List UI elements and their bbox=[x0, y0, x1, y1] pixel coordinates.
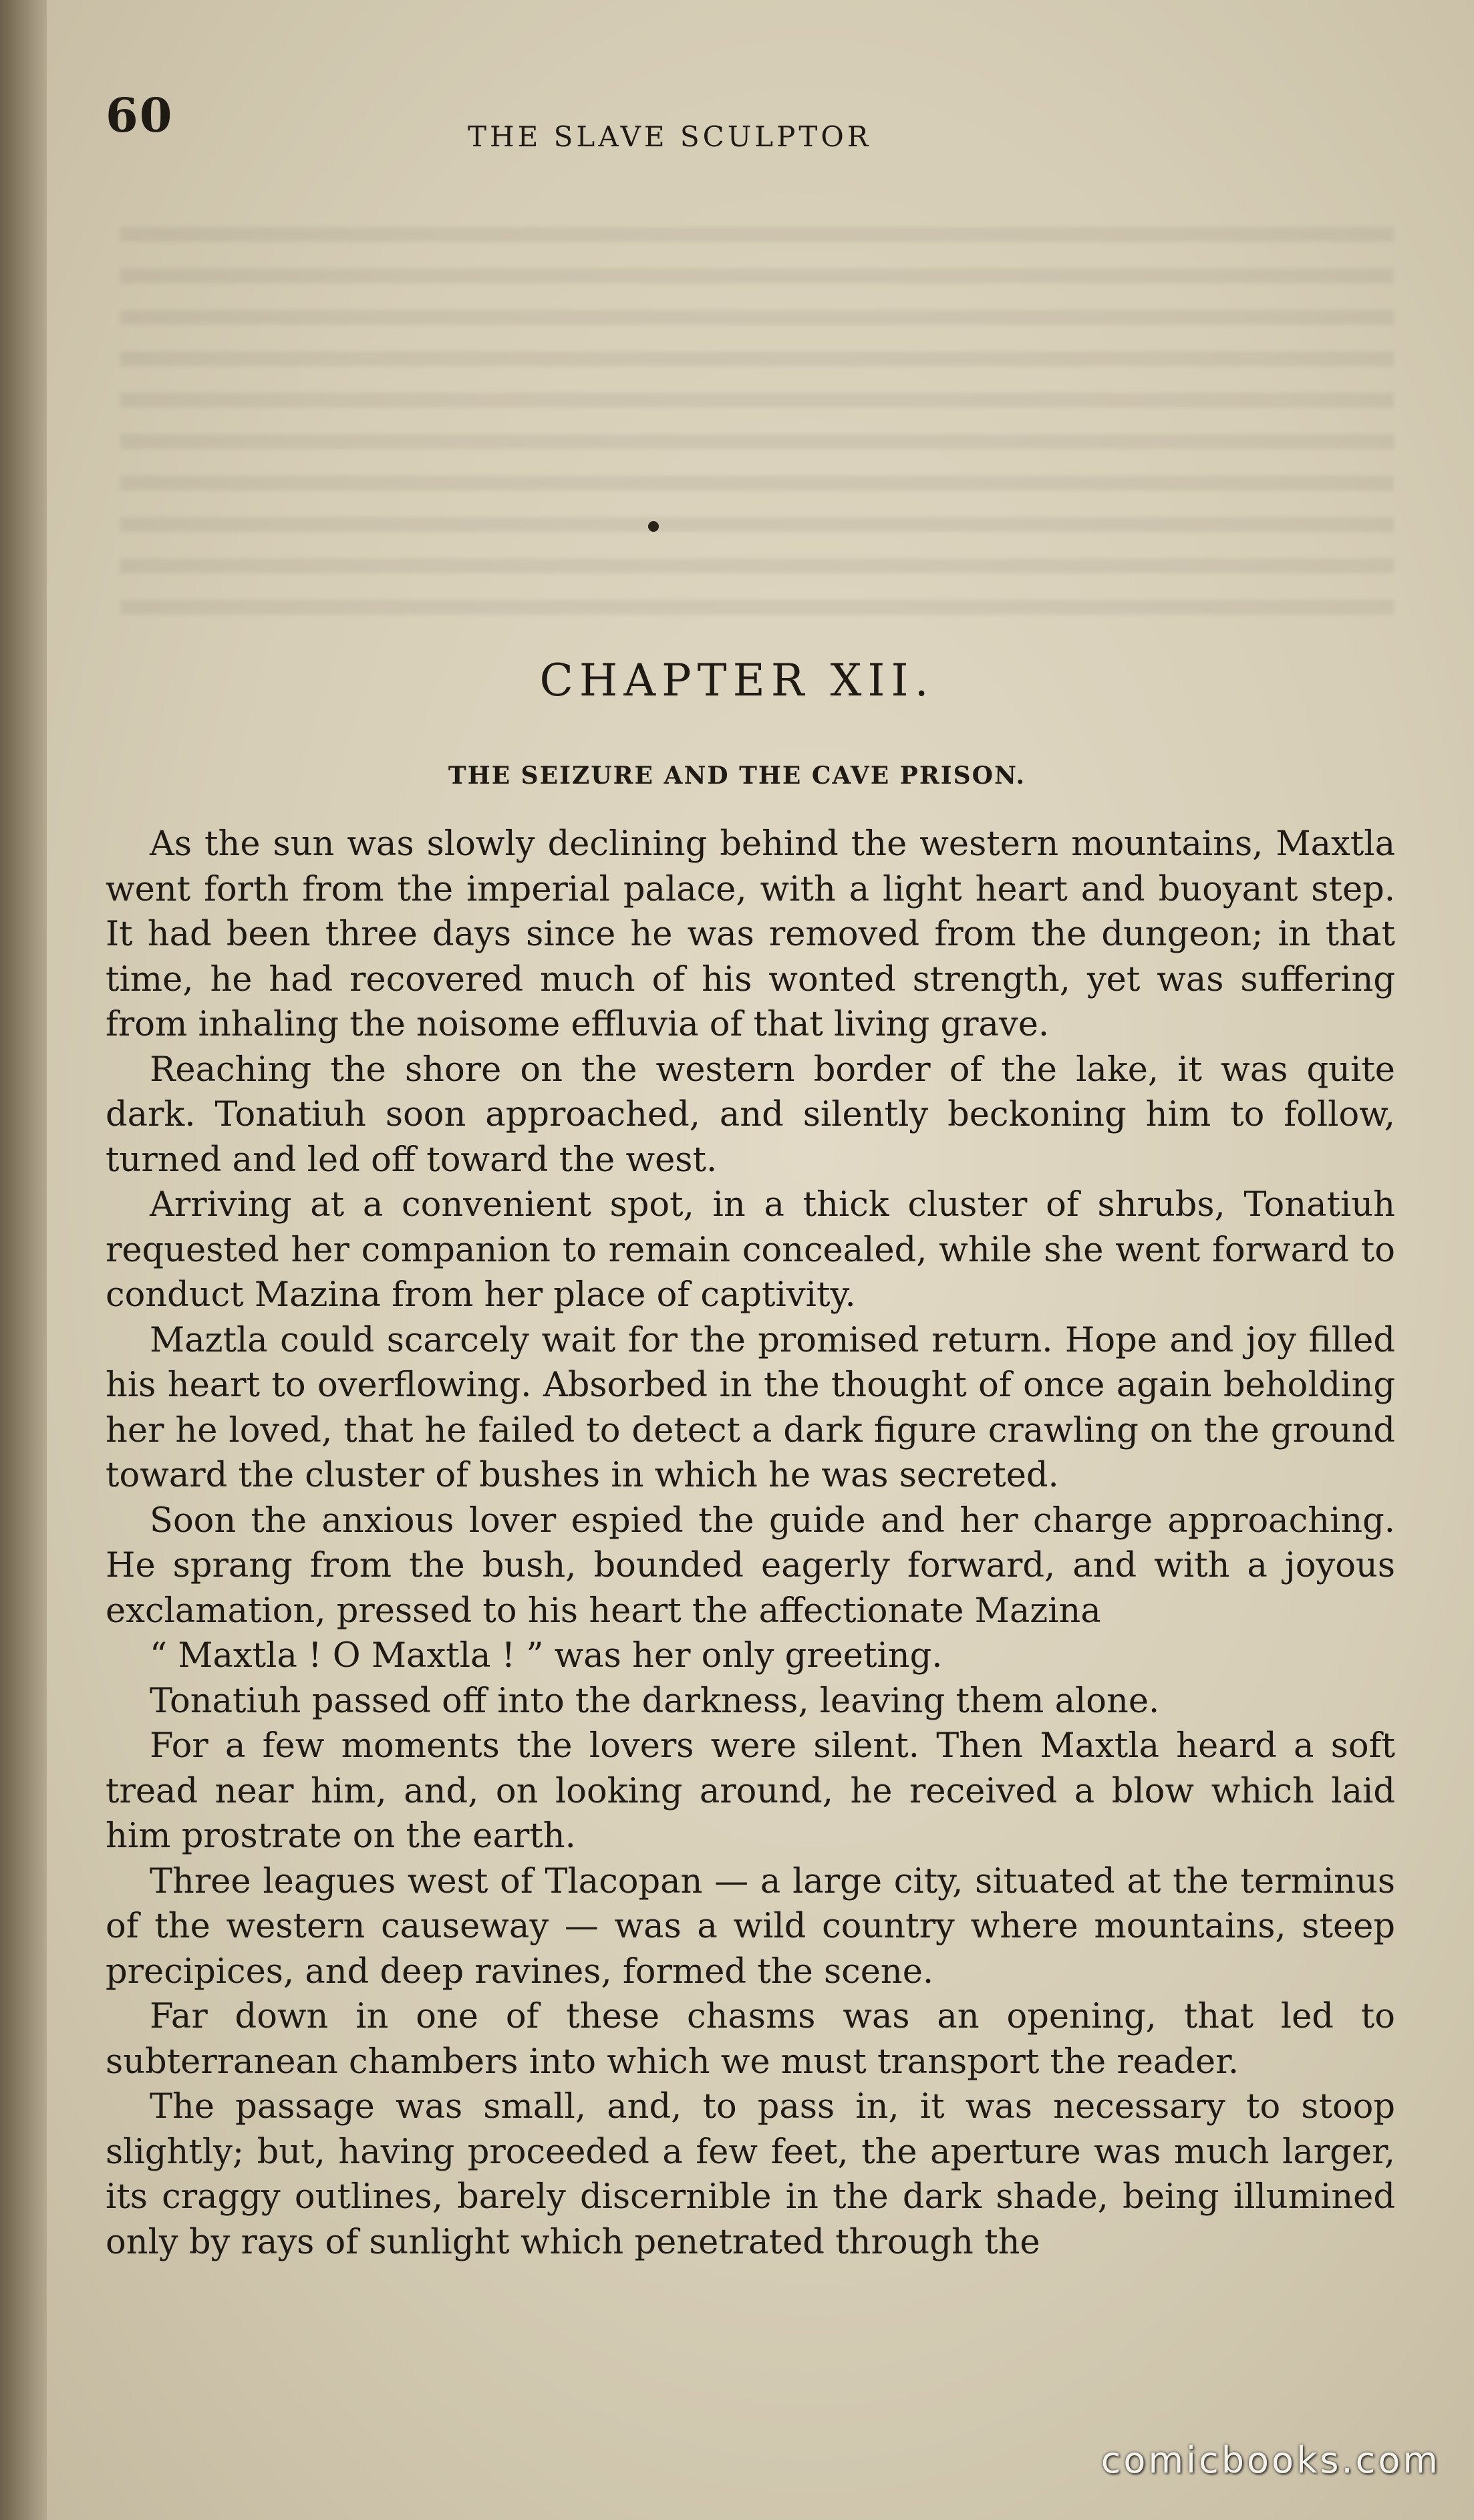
paragraph: As the sun was slowly declining behind the western mountains, Maxtla went forth from the imperial palace, with a light heart and buoyant step. It had been three days since he was removed from the dungeon; in that time, he had recovered much of his wonted strength, yet was suffering from inhaling the noisome effluvia of that living grave. bbox=[106, 824, 1395, 1044]
paragraph: “ Maxtla ! O Maxtla ! ” was her only greeting. bbox=[150, 1636, 943, 1676]
chapter-body bbox=[106, 822, 1395, 2265]
paragraph: Reaching the shore on the western border of the lake, it was quite dark. Tonatiuh soon approached, and silently beckoning him to follow, turned and led off toward the west. bbox=[106, 1050, 1395, 1180]
paragraph: Arriving at a convenient spot, in a thick cluster of shrubs, Tonatiuh requested her companion to remain concealed, while she went forward to conduct Mazina from her place of captivity. bbox=[106, 1185, 1395, 1315]
paragraph: For a few moments the lovers were silent. Then Maxtla heard a soft tread near him, and, on looking around, he received a blow which laid him prostrate on the earth. bbox=[106, 1726, 1395, 1856]
page-number: 60 bbox=[106, 88, 174, 143]
paragraph: Maztla could scarcely wait for the promised return. Hope and joy filled his heart to overflowing. Absorbed in the thought of once again beholding her he loved, that he failed to detect a dark figure crawling on the ground toward the cluster of bushes in which he was secreted. bbox=[106, 1320, 1395, 1495]
chapter-subtitle: THE SEIZURE AND THE CAVE PRISON. bbox=[448, 762, 1026, 790]
paragraph: Far down in one of these chasms was an opening, that led to subterranean chambers into which we must transport the reader. bbox=[106, 1997, 1395, 2082]
paragraph: Soon the anxious lover espied the guide and her charge approaching. He sprang from the bush, bounded eagerly forward, and with a joyous exclamation, pressed to his heart the affectionate Mazina bbox=[106, 1501, 1395, 1631]
paragraph: Tonatiuh passed off into the darkness, leaving them alone. bbox=[150, 1681, 1160, 1721]
running-head: THE SLAVE SCULPTOR bbox=[468, 120, 872, 153]
chapter-title: CHAPTER XII. bbox=[539, 655, 935, 706]
paragraph: The passage was small, and, to pass in, it was necessary to stoop slightly; but, having proceeded a few feet, the aperture was much larger, its craggy outlines, barely discernible in the dark shade, being illumined only by rays of sunlight which penetrated through the bbox=[106, 2087, 1395, 2262]
paragraph: Three leagues west of Tlacopan — a large city, situated at the terminus of the western causeway — was a wild country where mountains, steep precipices, and deep ravines, formed the scene. bbox=[106, 1861, 1395, 1992]
ornament-dot bbox=[648, 521, 659, 532]
show-through-text bbox=[120, 227, 1394, 641]
page-gutter-shadow bbox=[0, 0, 47, 2520]
watermark: comicbooks.com bbox=[1100, 2439, 1441, 2481]
